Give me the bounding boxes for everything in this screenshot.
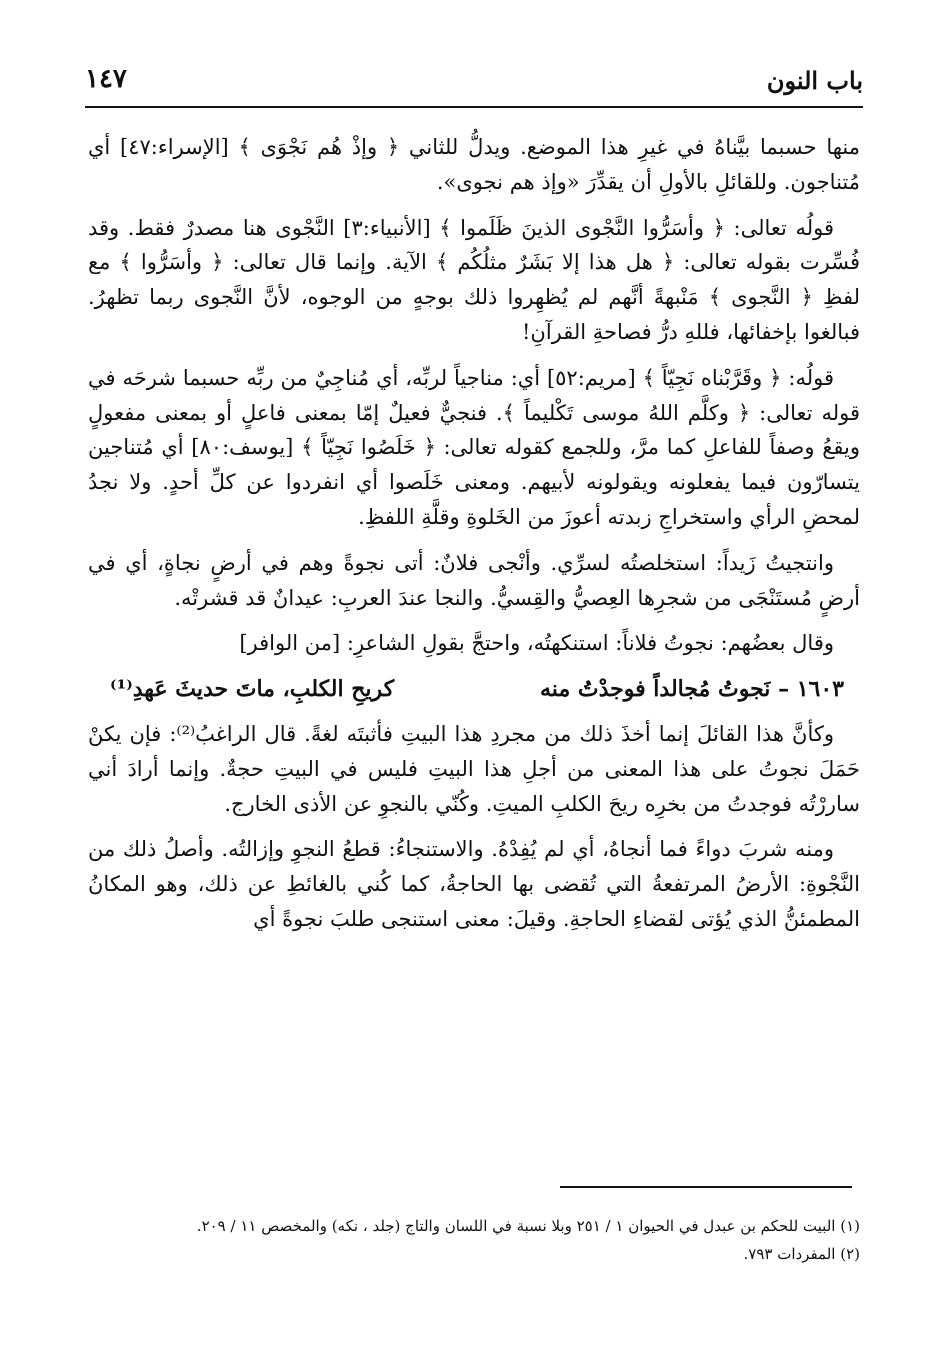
page-header bbox=[85, 62, 863, 102]
paragraph: قولُه: ﴿ وقَرَّبْناه نَجِيّاً ﴾ [مريم:٥٢] أي: مناجياً لربِّه، أي مُناجِيٌ من ربِّه حسبما شرحَه في قوله تعالى: ﴿ وكلَّم اللهُ موسى تَكْليماً ﴾. فنجيٌّ فعيلٌ إمّا بمعنى فاعلٍ أو بمعنى مفعولٍ ويقعُ وصفاً للفاعلِ كما مرَّ، وللجمع كقوله تعالى: ﴿ خَلَصُوا نَجِيّاً ﴾ [يوسف:٨٠] أي مُتناجين يتسارّون فيما يفعلونه ويقولونه لأبيهم. ومعنى خَلَصوا أي انفردوا عن كلِّ أحدٍ. ولا نجدُ لمحضِ الرأي واستخراجِ زبدته أعوزَ من الخَلوةِ وقلَّةِ اللفظِ. bbox=[88, 365, 860, 529]
poetry-verse bbox=[88, 672, 860, 707]
footnotes bbox=[88, 1212, 860, 1268]
footnote-2: (٢) المفردات ٧٩٣. bbox=[743, 1245, 860, 1263]
paragraph: وانتجيتُ زَيداً: استخلصتُه لسرِّي. وأنْجى فلانٌ: أتى نجوةً وهم في أرضٍ نجاةٍ، أي في أرضٍ مُستَنْجَى من شجرِها العِصيُّ والقِسيُّ. والنجا عندَ العربِ: عيدانٌ قد قشرتْه. bbox=[88, 550, 860, 610]
paragraph: منها حسبما بيَّناهُ في غيرِ هذا الموضع. ويدلُّ للثاني ﴿ وإذْ هُم نَجْوَى ﴾ [الإسراء:٤٧] أي مُتناجون. وللقائلِ بالأولِ أن يقدِّرَ «وإذ هم نجوى». bbox=[88, 135, 861, 194]
paragraph: ومنه شربَ دواءً فما أنجاهُ، أي لم يُفِدْهُ. والاستنجاءُ: قطعُ النجوِ وإزالتُه. وأصلُ ذلك من النَّجْوةِ: الأرضُ المرتفعةُ التي تُقضى بها الحاجةُ، كما كُني بالغائطِ عن ذلك، وهو المكانُ المطمئنُّ الذي يُؤتى لقضاءِ الحاجةِ. وقيلَ: معنى استنجى طلبَ نجوةً أي bbox=[88, 837, 860, 931]
page-number: ١٤٧ bbox=[85, 64, 127, 94]
footnote-rule bbox=[560, 1186, 852, 1188]
verse-second-hemistich: كريحِ الكلبِ، ماتَ حديثَ عَهدِ⁽¹⁾ bbox=[110, 676, 395, 703]
footnote-1: (١) البيت للحكم بن عبدل في الحيوان ١ / ٢٥١ وبلا نسبة في اللسان والتاج (جلد ، نكه) والمخصص ١١ / ٢٠٩. bbox=[196, 1217, 860, 1235]
paragraph: قولُه تعالى: ﴿ وأسَرُّوا النَّجْوى الذينَ ظَلَموا ﴾ [الأنبياء:٣] النَّجْوى هنا مصدرٌ فقط. وقد فُسِّرت بقوله تعالى: ﴿ هل هذا إلا بَشَرٌ مثلُكُم ﴾ الآية. وإنما قال تعالى: ﴿ وأسَرُّوا ﴾ مع لفظِ ﴿ النَّجوى ﴾ مَنْبهةً أنَّهم لم يُظهِروا ذلك بوجهٍ من الوجوه، لأنَّ النَّجوى ربما تظهرُ. فبالغوا بإخفائها، فللهِ درُّ فصاحةِ القرآنِ! bbox=[88, 215, 860, 344]
verse-first-hemistich: ١٦٠٣ – نَجوتُ مُجالداً فوجدْتُ منه bbox=[540, 676, 844, 703]
chapter-title: باب النون bbox=[766, 66, 863, 95]
main-text bbox=[88, 130, 860, 948]
paragraph: وقال بعضُهم: نجوتُ فلاناً: استنكهتُه، واحتجَّ بقولِ الشاعرِ: [من الوافر] bbox=[239, 631, 834, 656]
header-rule bbox=[85, 106, 863, 108]
paragraph: وكأنَّ هذا القائلَ إنما أخذَ ذلك من مجردِ هذا البيتِ فأثبتَه لغةً. قال الراغبُ⁽²⁾: فإن يكنْ حَمَلَ نجوتُ على هذا المعنى من أجلِ هذا البيتِ فليس في البيتِ حجةٌ. وإنما أرادَ أني ساررْتُه فوجدتُ من بخرِه ريحَ الكلبِ الميتِ. وكُنّي بالنجوِ عن الأذى الخارج. bbox=[88, 721, 860, 816]
